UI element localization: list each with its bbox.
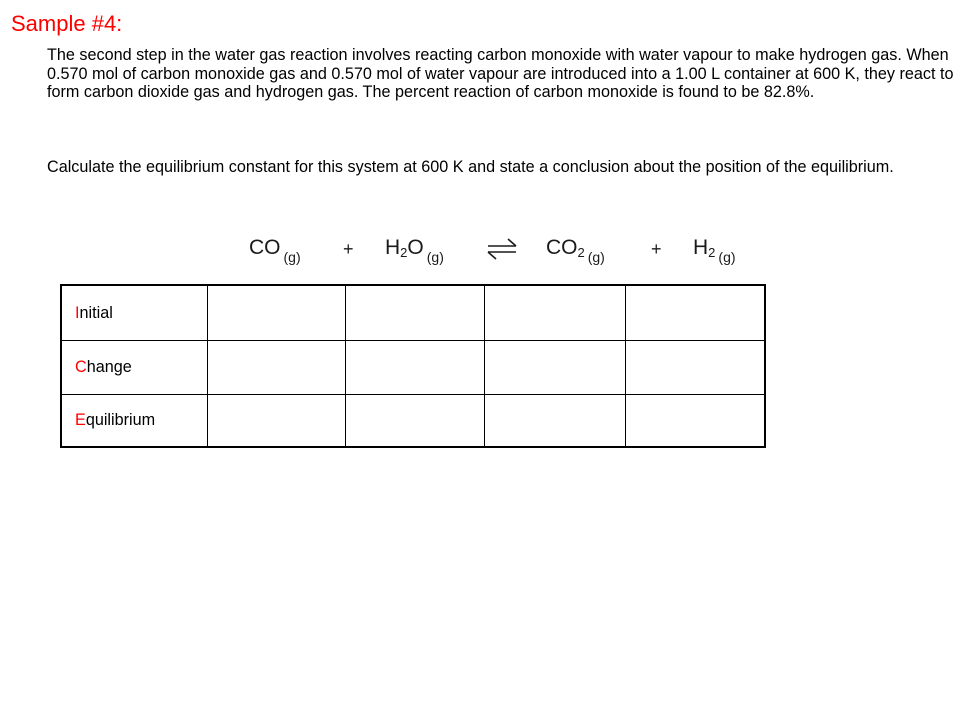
page-title: Sample #4: bbox=[11, 11, 123, 36]
row-label-initial: I nitial bbox=[62, 286, 208, 341]
chemical-equation bbox=[249, 230, 779, 272]
equilibrium-arrows-icon bbox=[486, 236, 518, 262]
table-cell[interactable] bbox=[485, 395, 626, 446]
row-label-equilibrium: E quilibrium bbox=[62, 395, 208, 446]
table-cell[interactable] bbox=[346, 286, 485, 341]
table-cell[interactable] bbox=[485, 286, 626, 341]
table-cell[interactable] bbox=[626, 395, 764, 446]
table-cell[interactable] bbox=[626, 286, 764, 341]
plus-sign: + bbox=[343, 239, 354, 259]
table-cell[interactable] bbox=[208, 341, 346, 395]
problem-statement: The second step in the water gas reaction involves reacting carbon monoxide with water vapour to make hydrogen gas. When 0.570 mol of carbon monoxide gas and 0.570 mol of water vapour are introduced into a 1.00 L container at 600 K, they react to form carbon dioxide gas and hydrogen gas. The percent reaction of carbon monoxide is found to be 82.8%. bbox=[47, 46, 954, 101]
species-co2: $CO_2$ $_{(g)}$ bbox=[546, 236, 605, 265]
table-cell[interactable] bbox=[346, 341, 485, 395]
table-cell[interactable] bbox=[208, 286, 346, 341]
table-cell[interactable] bbox=[626, 341, 764, 395]
species-h2o: $H_2O$ $_{(g)}$ bbox=[385, 236, 444, 265]
row-label-change: C hange bbox=[62, 341, 208, 395]
table-cell[interactable] bbox=[208, 395, 346, 446]
plus-sign: + bbox=[651, 239, 662, 259]
ice-table bbox=[60, 284, 766, 448]
species-h2: $H_2$ $_{(g)}$ bbox=[693, 236, 736, 265]
table-cell[interactable] bbox=[485, 341, 626, 395]
species-co: CO $_{(g)}$ bbox=[249, 236, 301, 265]
question-text: Calculate the equilibrium constant for this system at 600 K and state a conclusion about the position of the equilibrium. bbox=[47, 158, 894, 176]
table-cell[interactable] bbox=[346, 395, 485, 446]
